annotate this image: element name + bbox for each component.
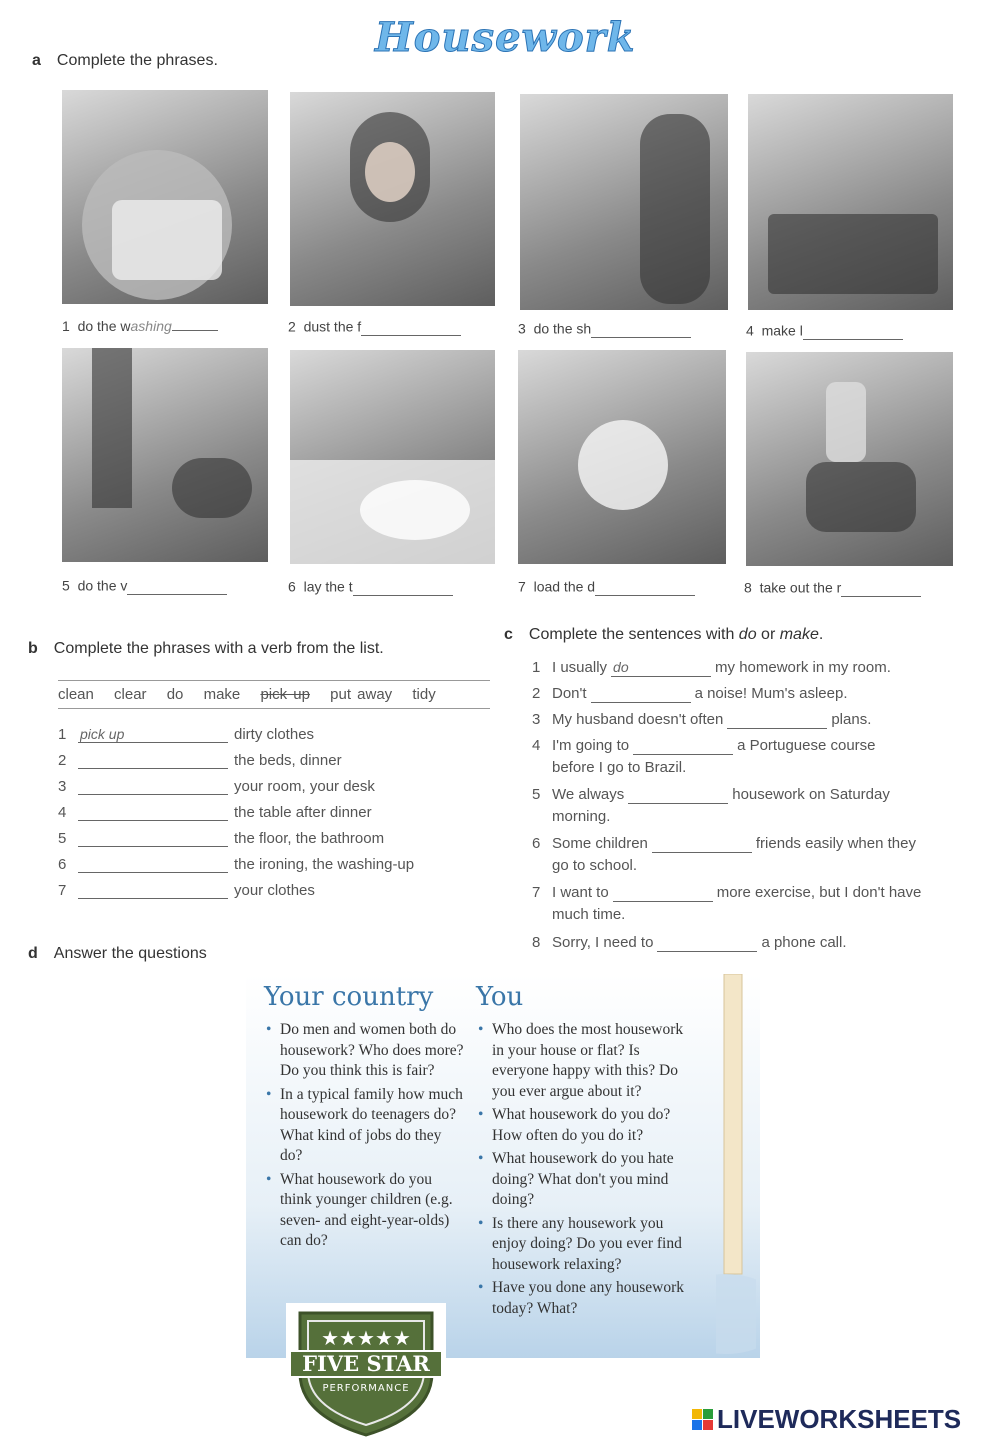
question-item: • Who does the most housework in your house or flat? Is everyone happy with this? Do you ever argue about it? xyxy=(476,1020,696,1102)
b-row: 5 the floor, the bathroom xyxy=(58,829,385,847)
section-b-instruction: Complete the phrases with a verb from the list. xyxy=(53,640,384,657)
section-c-letter: c xyxy=(504,626,513,643)
c-row: 4 I'm going to a Portuguese course before I go to Brazil. xyxy=(532,737,876,776)
b-row: 1 pick up dirty clothes xyxy=(58,725,314,743)
b-row: 6 the ironing, the washing-up xyxy=(58,855,415,873)
brand-icon xyxy=(692,1409,713,1430)
mop-image xyxy=(716,974,756,1354)
answer-a-8[interactable] xyxy=(841,579,921,597)
answer-c-1[interactable] xyxy=(611,659,711,677)
question-item: • What housework do you do? How often do you do it? xyxy=(476,1105,696,1146)
section-d-instruction: Answer the questions xyxy=(53,945,207,962)
c-row: 2 Don't a noise! Mum's asleep. xyxy=(532,685,848,702)
discussion-poster xyxy=(246,974,760,1358)
answer-a-7[interactable] xyxy=(595,578,695,596)
photo-dusting xyxy=(290,92,495,306)
question-item: • In a typical family how much housework do teenagers do? What kind of jobs do they do? xyxy=(264,1085,464,1167)
five-star-badge xyxy=(286,1303,446,1439)
c-row: 3 My husband doesn't often plans. xyxy=(532,711,872,728)
question-item: • Do men and women both do housework? Who does more? Do you think this is fair? xyxy=(264,1020,464,1082)
c-row: 1 I usuallydo my homework in my room. xyxy=(532,657,891,679)
c-row: 8 Sorry, I need to a phone call. xyxy=(532,934,847,951)
svg-text:FIVE STAR: FIVE STAR xyxy=(302,1351,430,1376)
your-country-list xyxy=(264,1020,464,1255)
photo-shopping xyxy=(520,94,728,310)
section-b-letter: b xyxy=(28,640,38,657)
answer-c-4[interactable] xyxy=(633,737,733,755)
photo-vacuuming xyxy=(62,348,268,562)
word-item: put away xyxy=(330,686,393,703)
photo-washing xyxy=(62,90,268,304)
answer-a-6[interactable] xyxy=(353,578,453,596)
svg-text:PERFORMANCE: PERFORMANCE xyxy=(322,1383,410,1394)
section-d-heading xyxy=(28,945,207,963)
question-item: • What housework do you think younger children (e.g. seven- and eight-year-olds) can do? xyxy=(264,1170,464,1252)
section-a-instruction: Complete the phrases. xyxy=(56,52,218,69)
you-heading: You xyxy=(476,982,524,1012)
b-row: 2 the beds, dinner xyxy=(58,751,342,769)
b-row: 3 your room, your desk xyxy=(58,777,375,795)
your-country-heading: Your country xyxy=(264,982,434,1012)
caption-a-8: 8 take out the r xyxy=(744,579,921,597)
photo-lunch xyxy=(748,94,953,310)
question-item: • What housework do you hate doing? What don't you mind doing? xyxy=(476,1149,696,1211)
photo-rubbish xyxy=(746,352,953,566)
word-list xyxy=(58,680,490,709)
answer-c-2[interactable] xyxy=(591,685,691,703)
caption-a-1: 1 do the washing xyxy=(62,317,218,334)
section-d-letter: d xyxy=(28,945,38,962)
word-item: make xyxy=(203,686,241,703)
svg-text:★★★★★: ★★★★★ xyxy=(321,1326,411,1350)
word-item: clean xyxy=(58,686,94,703)
c-row: 5 We always housework on Saturday morning. xyxy=(532,786,890,825)
photo-dishwasher xyxy=(518,350,726,564)
worksheet-title: Housework xyxy=(375,14,636,61)
caption-a-4: 4 make l xyxy=(746,322,903,340)
answer-c-6[interactable] xyxy=(652,835,752,853)
caption-a-2: 2 dust the f xyxy=(288,318,461,336)
question-item: • Is there any housework you enjoy doing? Do you ever find housework relaxing? xyxy=(476,1214,696,1276)
answer-c-5[interactable] xyxy=(628,786,728,804)
section-a-heading xyxy=(32,52,218,70)
word-item: do xyxy=(166,686,184,703)
question-item: • Have you done any housework today? What? xyxy=(476,1278,696,1319)
c-row: 7 I want to more exercise, but I don't have much time. xyxy=(532,884,922,923)
answer-a-5[interactable] xyxy=(127,577,227,595)
caption-a-3: 3 do the sh xyxy=(518,320,691,338)
caption-a-6: 6 lay the t xyxy=(288,578,453,596)
answer-b-5[interactable] xyxy=(78,829,228,847)
answer-a-4[interactable] xyxy=(803,322,903,340)
answer-b-1[interactable] xyxy=(78,725,228,743)
answer-c-3[interactable] xyxy=(727,711,827,729)
b-row: 4 the table after dinner xyxy=(58,803,372,821)
section-c-heading: c Complete the sentences with do or make. xyxy=(504,626,824,643)
photo-laying-table xyxy=(290,350,495,564)
answer-b-2[interactable] xyxy=(78,751,228,769)
brand-name: LIVEWORKSHEETS xyxy=(717,1404,962,1434)
b-row: 7 your clothes xyxy=(58,881,315,899)
word-item: tidy xyxy=(412,686,436,703)
caption-a-5: 5 do the v xyxy=(62,577,227,595)
c-row: 6 Some children friends easily when they go to school. xyxy=(532,835,916,874)
word-item: clear xyxy=(114,686,147,703)
you-list xyxy=(476,1020,696,1322)
answer-b-4[interactable] xyxy=(78,803,228,821)
section-a-letter: a xyxy=(32,52,41,69)
word-item: pick up xyxy=(260,686,310,703)
answer-b-6[interactable] xyxy=(78,855,228,873)
answer-b-3[interactable] xyxy=(78,777,228,795)
answer-a-3[interactable] xyxy=(591,320,691,338)
answer-c-8[interactable] xyxy=(657,934,757,952)
liveworksheets-logo xyxy=(692,1404,961,1435)
answer-b-7[interactable] xyxy=(78,881,228,899)
section-b-heading xyxy=(28,640,384,658)
answer-a-2[interactable] xyxy=(361,318,461,336)
answer-c-7[interactable] xyxy=(613,884,713,902)
caption-a-7: 7 load the d xyxy=(518,578,695,596)
